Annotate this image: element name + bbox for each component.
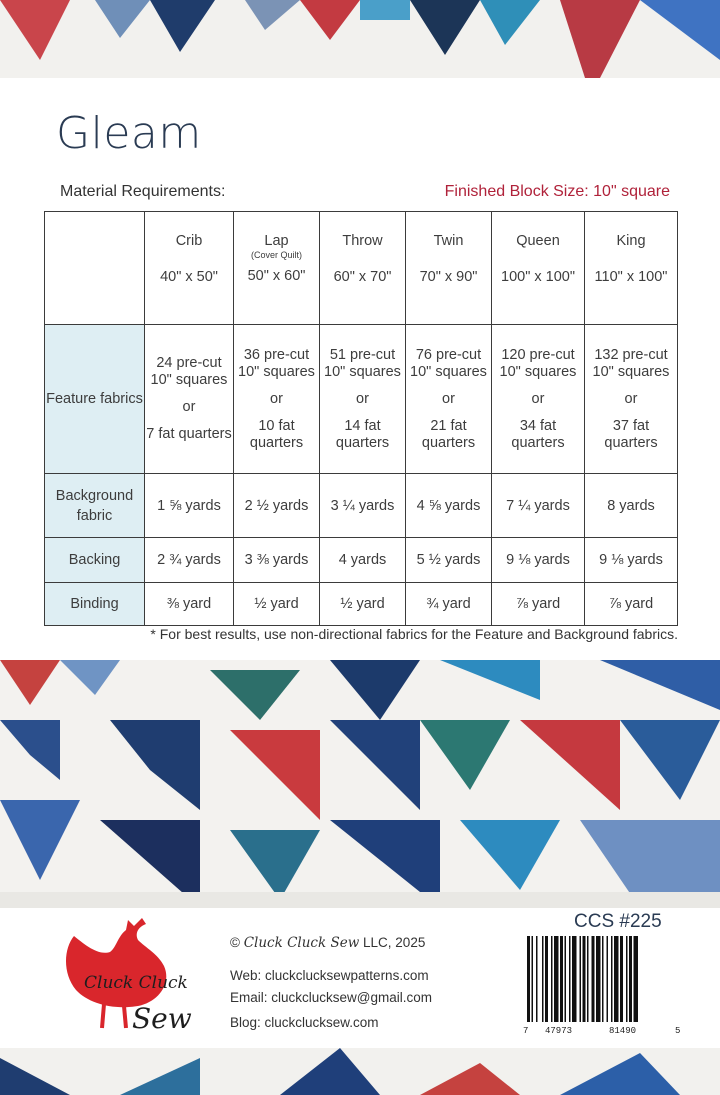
copyright [230, 935, 425, 951]
barcode-bar [596, 936, 601, 1022]
size-col-crib [145, 212, 234, 325]
table-cell: 1 ⅝ yards [145, 474, 234, 538]
or-text: or [270, 390, 283, 407]
size-dim: 50" x 60" [247, 268, 306, 284]
logo-text-line2: Sew [132, 1002, 192, 1035]
barcode-bar [592, 936, 595, 1022]
brand-name: Cluck Cluck Sew [243, 935, 360, 951]
barcode-bar [572, 936, 577, 1022]
table-cell: 3 ¼ yards [320, 474, 406, 538]
backing-row [45, 538, 678, 583]
or-text: or [624, 390, 638, 407]
or-text: or [531, 390, 545, 407]
barcode-bar [620, 936, 623, 1022]
size-name: Lap [264, 233, 289, 249]
table-cell: 5 ½ yards [406, 538, 492, 583]
row-label-binding: Binding [45, 583, 145, 626]
barcode-bar [527, 936, 530, 1022]
feature-cell-crib [145, 325, 234, 474]
table-cell: 8 yards [585, 474, 678, 538]
size-header-row [45, 212, 678, 325]
size-sub: (Cover Quilt) [250, 250, 302, 260]
size-dim: 40" x 50" [160, 269, 218, 285]
barcode-bar [536, 936, 538, 1022]
size-dim: 100" x 100" [501, 269, 575, 285]
fat-quarter-amount: 14 fat quarters [335, 417, 390, 451]
pattern-title: Gleam [56, 108, 202, 159]
product-code: CCS #225 [574, 911, 662, 932]
or-text: or [442, 390, 455, 407]
quilt-pattern-bottom [0, 1048, 720, 1095]
footnote: * For best results, use non-directional fabrics for the Feature and Background fabrics. [150, 626, 678, 642]
row-label-background: Background fabric [45, 474, 145, 538]
table-cell: 4 yards [320, 538, 406, 583]
precut-amount: 132 pre-cut 10" squares [592, 346, 670, 380]
logo-text-line1: Cluck Cluck [84, 973, 188, 993]
size-dim: 70" x 90" [419, 269, 478, 285]
fat-quarter-amount: 21 fat quarters [421, 417, 476, 451]
copyright-year: LLC, 2025 [363, 935, 426, 950]
barcode-bar [614, 936, 619, 1022]
feature-cell-lap [234, 325, 320, 474]
size-col-queen [492, 212, 585, 325]
hen-icon [54, 918, 214, 1036]
barcode-bar [569, 936, 571, 1022]
barcode-bar [607, 936, 609, 1022]
fat-quarter-amount: 7 fat quarters [146, 426, 232, 442]
barcode-bar [602, 936, 604, 1022]
table-cell: 4 ⅝ yards [406, 474, 492, 538]
size-name: Throw [342, 233, 383, 249]
barcode-bars [523, 936, 685, 1024]
precut-amount: 51 pre-cut 10" squares [324, 346, 401, 380]
barcode-bar [545, 936, 548, 1022]
table-cell: ½ yard [320, 583, 406, 626]
barcode-digit: 47973 [545, 1026, 573, 1036]
size-col-throw [320, 212, 406, 325]
size-name: Crib [175, 233, 203, 249]
precut-amount: 24 pre-cut 10" squares [150, 355, 228, 388]
size-name: Twin [433, 233, 464, 249]
material-requirements-label: Material Requirements: [60, 183, 226, 200]
precut-amount: 76 pre-cut 10" squares [410, 346, 487, 380]
table-cell: ⅞ yard [492, 583, 585, 626]
requirements-table [44, 211, 678, 626]
barcode [523, 936, 685, 1032]
barcode-bar [583, 936, 586, 1022]
barcode-digit: 7 [523, 1026, 529, 1036]
row-label-feature: Feature fabrics [45, 325, 145, 474]
finished-block-size: Finished Block Size: 10" square [444, 183, 670, 200]
size-name: King [616, 233, 646, 249]
feature-cell-king [585, 325, 678, 474]
fat-quarter-amount: 10 fat quarters [249, 417, 304, 451]
precut-amount: 120 pre-cut 10" squares [499, 346, 577, 380]
precut-amount: 36 pre-cut 10" squares [238, 346, 315, 380]
barcode-bar [611, 936, 613, 1022]
barcode-bar [554, 936, 559, 1022]
barcode-bar [587, 936, 589, 1022]
barcode-bar [626, 936, 628, 1022]
size-col-twin [406, 212, 492, 325]
barcode-bar [542, 936, 544, 1022]
table-cell: 2 ¾ yards [145, 538, 234, 583]
quilt-photo-top [0, 0, 720, 78]
table-cell: 7 ¼ yards [492, 474, 585, 538]
blog-link[interactable]: Blog: cluckclucksew.com [230, 1015, 379, 1030]
table-cell: ⅞ yard [585, 583, 678, 626]
size-dim: 60" x 70" [333, 269, 392, 285]
table-cell: 9 ⅛ yards [585, 538, 678, 583]
table-cell: 9 ⅛ yards [492, 538, 585, 583]
size-col-lap [234, 212, 320, 325]
fat-quarter-amount: 34 fat quarters [511, 417, 565, 451]
feature-cell-twin [406, 325, 492, 474]
feature-fabrics-row [45, 325, 678, 474]
table-cell: 2 ½ yards [234, 474, 320, 538]
email-link[interactable]: Email: cluckclucksew@gmail.com [230, 990, 432, 1005]
barcode-bar [629, 936, 632, 1022]
quilt-pattern-main [0, 660, 720, 908]
binding-row [45, 583, 678, 626]
or-text: or [356, 390, 369, 407]
barcode-bar [532, 936, 534, 1022]
quilt-pattern-top [0, 0, 720, 78]
barcode-digit: 5 [675, 1026, 681, 1036]
table-cell: ⅜ yard [145, 583, 234, 626]
or-text: or [182, 399, 196, 415]
barcode-digit: 81490 [609, 1026, 637, 1036]
quilt-photo-main [0, 660, 720, 908]
feature-cell-throw [320, 325, 406, 474]
barcode-bar [634, 936, 639, 1022]
row-label-backing: Backing [45, 538, 145, 583]
barcode-bar [580, 936, 582, 1022]
background-fabric-row [45, 474, 678, 538]
size-name: Queen [516, 233, 560, 249]
size-dim: 110" x 100" [594, 269, 668, 285]
barcode-bar [560, 936, 563, 1022]
copyright-symbol: © [230, 935, 240, 950]
table-cell: ½ yard [234, 583, 320, 626]
footer [0, 908, 720, 1048]
table-cell: 3 ⅜ yards [234, 538, 320, 583]
barcode-bar [551, 936, 553, 1022]
cluck-cluck-sew-logo [54, 918, 214, 1036]
feature-cell-queen [492, 325, 585, 474]
table-corner-cell [45, 212, 145, 325]
table-cell: ¾ yard [406, 583, 492, 626]
fat-quarter-amount: 37 fat quarters [604, 417, 658, 451]
barcode-bar [565, 936, 567, 1022]
size-col-king [585, 212, 678, 325]
website-link[interactable]: Web: cluckclucksewpatterns.com [230, 968, 429, 983]
quilt-photo-bottom [0, 1048, 720, 1095]
